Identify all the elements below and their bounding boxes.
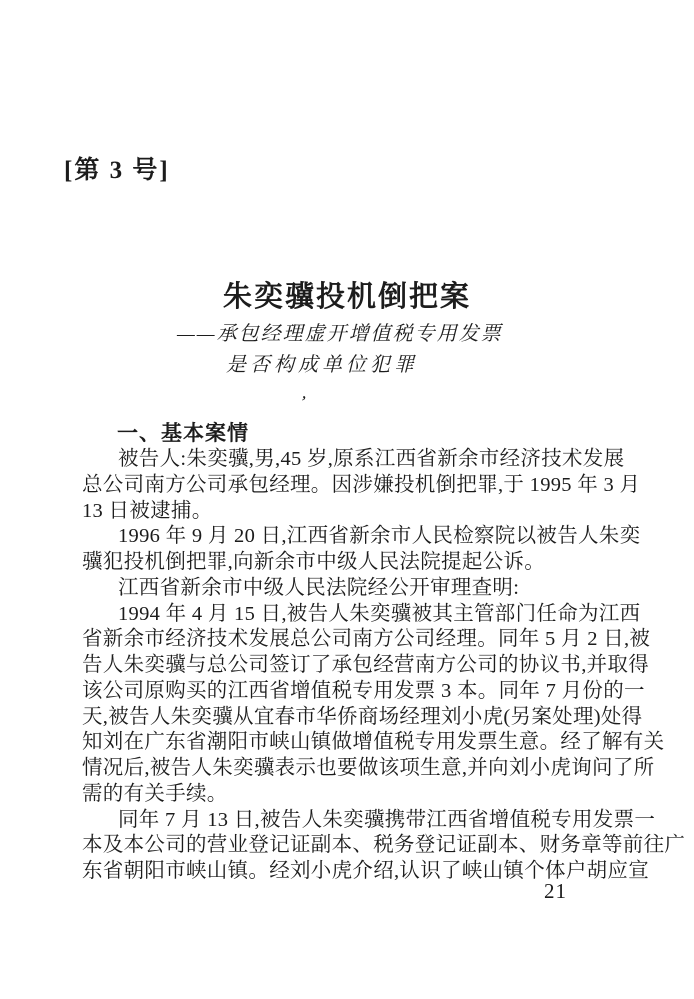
body-line: 13 日被逮捕。 bbox=[82, 499, 213, 522]
subtitle-line-2: 是否构成单位犯罪 bbox=[226, 354, 418, 376]
page-number: 21 bbox=[544, 879, 567, 903]
case-number: [第 3 号] bbox=[64, 157, 170, 184]
body-line: 骥犯投机倒把罪,向新余市中级人民法院提起公诉。 bbox=[82, 551, 546, 573]
scan-artifact-mark: ’ bbox=[298, 391, 309, 413]
body-line: 同年 7 月 13 日,被告人朱奕骥携带江西省增值税专用发票一 bbox=[118, 808, 656, 831]
body-line: 省新余市经济技术发展总公司南方公司经理。同年 5 月 2 日,被 bbox=[82, 628, 651, 651]
body-line: 知刘在广东省潮阳市峡山镇做增值税专用发票生意。经了解有关 bbox=[82, 731, 665, 754]
body-line: 需的有关手续。 bbox=[82, 782, 228, 805]
body-line: 东省朝阳市峡山镇。经刘小虎介绍,认识了峡山镇个体户胡应宣 bbox=[82, 860, 650, 882]
body-line: 情况后,被告人朱奕骥表示也要做该项生意,并向刘小虎询问了所 bbox=[82, 757, 655, 779]
body-line: 本及本公司的营业登记证副本、税务登记证副本、财务章等前往广 bbox=[82, 834, 686, 857]
body-line: 1994 年 4 月 15 日,被告人朱奕骥被其主管部门任命为江西 bbox=[118, 602, 641, 625]
subtitle-line-1: ——承包经理虚开增值税专用发票 bbox=[177, 323, 503, 345]
body-line: 该公司原购买的江西省增值税专用发票 3 本。同年 7 月份的一 bbox=[82, 679, 645, 702]
body-line: 告人朱奕骥与总公司签订了承包经营南方公司的协议书,并取得 bbox=[82, 654, 650, 676]
body-line: 被告人:朱奕骥,男,45 岁,原系江西省新余市经济技术发展 bbox=[118, 448, 625, 470]
body-line: 江西省新余市中级人民法院经公开审理查明: bbox=[118, 576, 520, 599]
body-line: 天,被告人朱奕骥从宜春市华侨商场经理刘小虎(另案处理)处得 bbox=[82, 705, 643, 728]
body-paragraphs bbox=[82, 447, 686, 885]
body-line: 总公司南方公司承包经理。因涉嫌投机倒把罪,于 1995 年 3 月 bbox=[82, 473, 641, 496]
body-line: 1996 年 9 月 20 日,江西省新余市人民检察院以被告人朱奕 bbox=[118, 525, 641, 548]
section-heading: 一、基本案情 bbox=[117, 422, 249, 445]
page-title: 朱奕骥投机倒把案 bbox=[222, 281, 471, 313]
